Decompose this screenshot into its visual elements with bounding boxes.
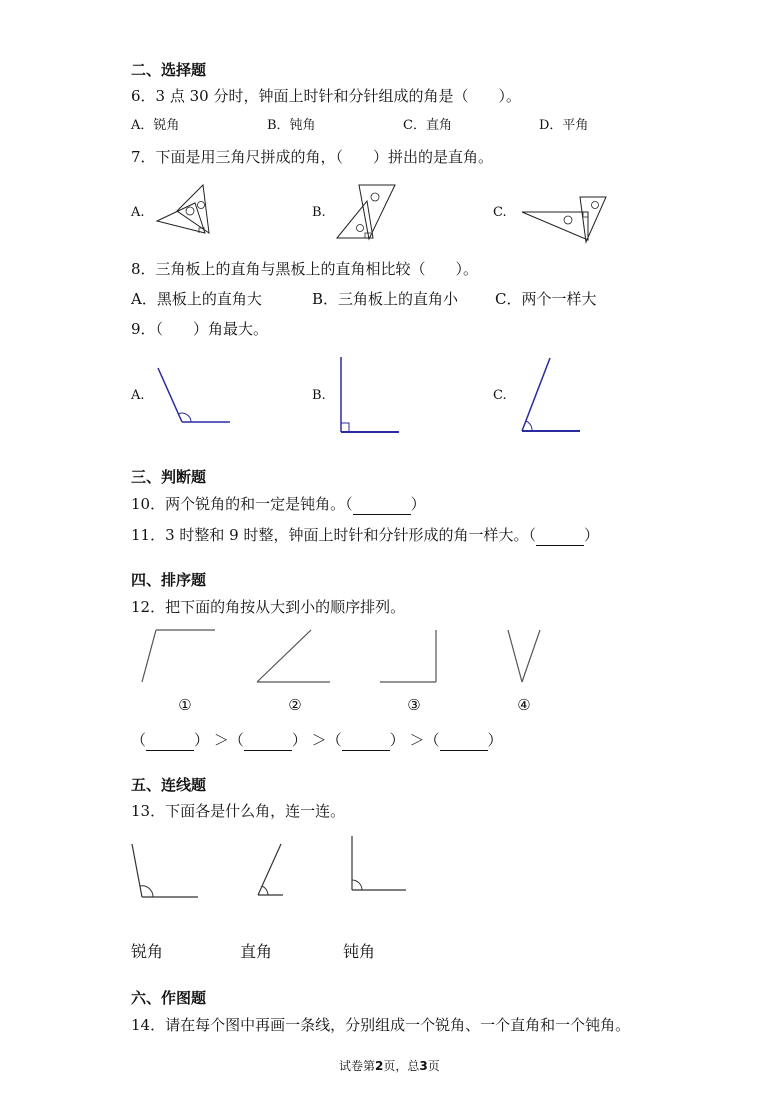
greater-than-sign: ＞ — [213, 731, 229, 749]
order-blank-1[interactable] — [146, 730, 194, 751]
paren-close: ） — [194, 731, 210, 749]
question-10 — [131, 494, 426, 515]
section-title-drawing: 六、作图题 — [131, 989, 207, 1007]
question-6-option-b[interactable]: B．钝角 — [267, 118, 316, 133]
order-blank-4[interactable] — [440, 730, 488, 751]
paren-open: （ — [326, 731, 342, 749]
question-13-stem: 13．下面各是什么角，连一连。 — [131, 802, 346, 820]
acute-angle-figure-c — [518, 355, 584, 435]
angle-label-4: ④ — [517, 696, 531, 714]
footer-text: 页 — [427, 1059, 440, 1073]
angle-figure-3 — [378, 625, 442, 685]
match-word-acute[interactable]: 锐角 — [131, 942, 164, 961]
question-10-close: ） — [410, 495, 426, 513]
angle-figure-2 — [253, 625, 333, 685]
greater-than-sign: ＞ — [311, 731, 327, 749]
angle-figure-4 — [502, 625, 546, 685]
section-title-choice: 二、选择题 — [131, 61, 207, 79]
triangle-ruler-figure-b — [335, 183, 401, 241]
footer-text: 页，总 — [383, 1059, 420, 1073]
paren-close: ） — [487, 731, 503, 749]
question-7-option-c[interactable]: C. — [493, 205, 507, 220]
paren-open: （ — [228, 731, 244, 749]
match-angle-obtuse[interactable] — [128, 840, 202, 902]
question-11-stem: 11．3 时整和 9 时整，钟面上时针和分针形成的角一样大。（ — [131, 526, 536, 544]
paren-open: （ — [131, 731, 147, 749]
footer-page-number: 2 — [375, 1059, 384, 1073]
triangle-ruler-figure-a — [155, 183, 215, 237]
angle-label-2: ② — [288, 696, 302, 714]
question-7-stem: 7．下面是用三角尺拼成的角，（ ）拼出的是直角。 — [131, 148, 494, 166]
question-14-stem: 14．请在每个图中再画一条线，分别组成一个锐角、一个直角和一个钝角。 — [131, 1016, 631, 1034]
question-8-option-b[interactable]: B．三角板上的直角小 — [312, 290, 459, 308]
right-angle-figure-b — [337, 355, 403, 435]
question-11-answer-blank[interactable] — [536, 525, 584, 546]
question-9-option-c[interactable]: C. — [493, 388, 507, 403]
question-6-stem: 6．3 点 30 分时，钟面上时针和分针组成的角是（ ）。 — [131, 87, 521, 105]
question-9-option-a[interactable]: A. — [131, 388, 145, 403]
angle-label-1: ① — [178, 696, 192, 714]
question-10-answer-blank[interactable] — [353, 494, 411, 515]
question-8-option-a[interactable]: A．黑板上的直角大 — [131, 290, 262, 308]
question-9-option-b[interactable]: B. — [312, 388, 326, 403]
question-7-option-a[interactable]: A. — [131, 205, 145, 220]
footer-total-pages: 3 — [419, 1059, 428, 1073]
obtuse-angle-figure-a — [155, 365, 235, 427]
question-8-stem: 8．三角板上的直角与黑板上的直角相比较（ ）。 — [131, 260, 479, 278]
triangle-ruler-figure-c — [520, 192, 610, 244]
match-angle-acute[interactable] — [253, 840, 293, 902]
greater-than-sign: ＞ — [409, 731, 425, 749]
section-title-judgement: 三、判断题 — [131, 468, 207, 486]
match-angle-right[interactable] — [348, 833, 410, 895]
order-blank-2[interactable] — [244, 730, 292, 751]
question-6-option-d[interactable]: D．平角 — [539, 118, 589, 133]
question-6-option-a[interactable]: A．锐角 — [131, 118, 180, 133]
match-word-right[interactable]: 直角 — [240, 942, 273, 961]
question-8-option-c[interactable]: C．两个一样大 — [495, 290, 597, 308]
match-word-obtuse[interactable]: 钝角 — [343, 942, 376, 961]
question-6-option-c[interactable]: C．直角 — [403, 118, 452, 133]
paren-close: ） — [389, 731, 405, 749]
angle-label-3: ③ — [407, 696, 421, 714]
page-footer — [339, 1056, 440, 1076]
question-12-stem: 12．把下面的角按从大到小的顺序排列。 — [131, 598, 406, 616]
order-blank-3[interactable] — [342, 730, 390, 751]
footer-text: 试卷第 — [339, 1059, 376, 1073]
question-10-stem: 10．两个锐角的和一定是钝角。（ — [131, 495, 353, 513]
question-9-stem: 9．（ ）角最大。 — [131, 320, 269, 338]
section-title-ordering: 四、排序题 — [131, 571, 207, 589]
paren-open: （ — [424, 731, 440, 749]
question-7-option-b[interactable]: B. — [312, 205, 326, 220]
paren-close: ） — [291, 731, 307, 749]
section-title-matching: 五、连线题 — [131, 776, 207, 794]
angle-figure-1 — [138, 625, 218, 685]
question-11-close: ） — [583, 526, 599, 544]
question-12-answer-row — [131, 730, 503, 751]
question-11 — [131, 525, 599, 546]
